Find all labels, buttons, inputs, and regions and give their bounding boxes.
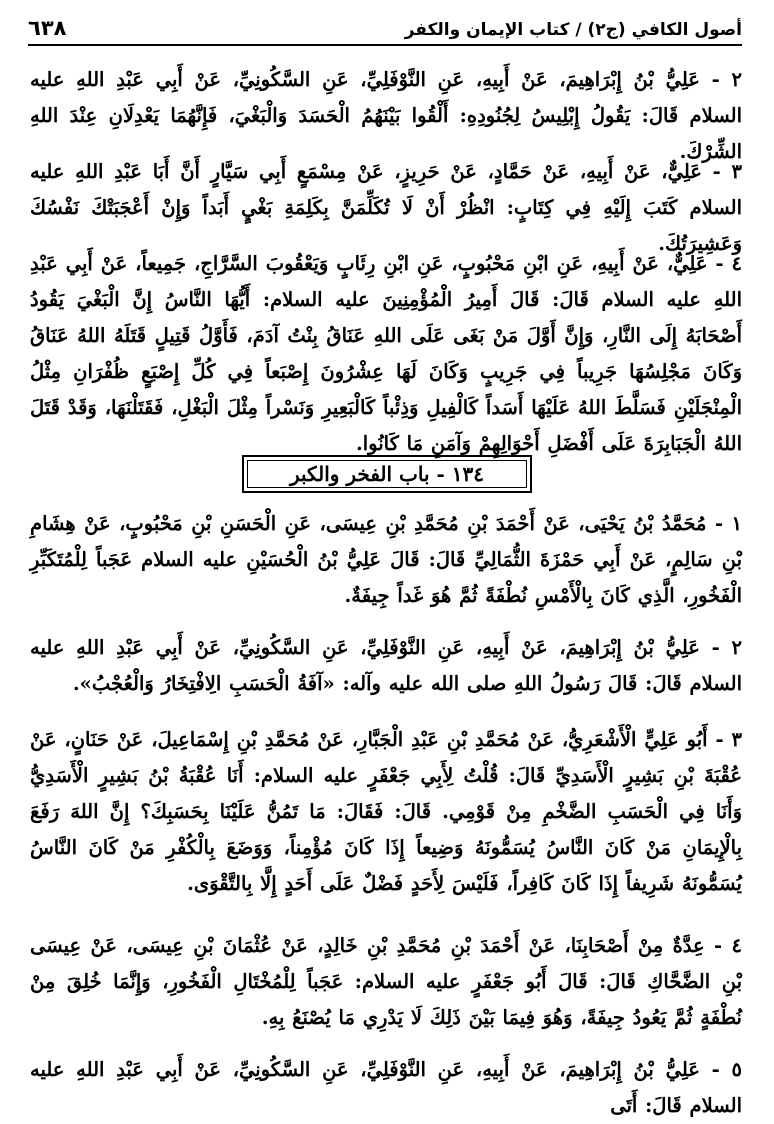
hadith-paragraph: ٢ - عَلِيُّ بْنُ إِبْرَاهِيمَ، عَنْ أَبِيهِ، عَنِ النَّوْفَلِيِّ، عَنِ السَّكُونِيِّ، عَنْ أَبِي عَبْدِ اللهِ عليه السلام قَالَ: قَالَ رَسُولُ اللهِ صلى الله عليه وآله: «آفَةُ الْحَسَبِ الِافْتِخَارُ وَالْعُجْبُ».	[30, 636, 742, 695]
hadith-paragraph: ٣ - عَلِيٌّ، عَنْ أَبِيهِ، عَنْ حَمَّادٍ، عَنْ حَرِيزٍ، عَنْ مِسْمَعٍ أَبِي سَيَّارٍ أَنَّ أَبَا عَبْدِ اللهِ عليه السلام كَتَبَ إِلَيْهِ فِي كِتَابٍ: انْظُرْ أَنْ لَا تُكَلِّمَنَّ بِكَلِمَةِ بَغْيٍ أَبَداً وَإِنْ أَعْجَبَتْكَ نَفْسُكَ وَعَشِيرَتُكَ.	[30, 160, 742, 255]
hadith-paragraph: ٤ - عِدَّةٌ مِنْ أَصْحَابِنَا، عَنْ أَحْمَدَ بْنِ مُحَمَّدِ بْنِ خَالِدٍ، عَنْ عُثْمَانَ بْنِ عِيسَى، عَنْ عِيسَى بْنِ الضَّحَّاكِ قَالَ: قَالَ أَبُو جَعْفَرٍ عليه السلام: عَجَباً لِلْمُخْتَالِ الْفَخُورِ، وَإِنَّمَا خُلِقَ مِنْ نُطْفَةٍ ثُمَّ يَعُودُ جِيفَةً، وَهُوَ فِيمَا بَيْنَ ذَلِكَ لَا يَدْرِي مَا يُصْنَعُ بِهِ.	[30, 934, 742, 1029]
hadith-paragraph: ٤ - عَلِيٌّ، عَنْ أَبِيهِ، عَنِ ابْنِ مَحْبُوبٍ، عَنِ ابْنِ رِئَابٍ وَيَعْقُوبَ السَّرَّاجِ، جَمِيعاً، عَنْ أَبِي عَبْدِ اللهِ عليه السلام قَالَ: قَالَ أَمِيرُ الْمُؤْمِنِينَ عليه السلام: أَيُّهَا النَّاسُ إِنَّ الْبَغْيَ يَقُودُ أَصْحَابَهُ إِلَى النَّارِ، وَإِنَّ أَوَّلَ مَنْ بَغَى عَلَى اللهِ عَنَاقُ بِنْتُ آدَمَ، فَأَوَّلُ قَتِيلٍ قَتَلَهُ اللهُ عَنَاقُ وَكَانَ مَجْلِسُهَا جَرِيباً فِي جَرِيبٍ وَكَانَ لَهَا عِشْرُونَ إِصْبَعاً فِي كُلِّ إِصْبَعٍ ظُفْرَانِ مِثْلُ الْمِنْجَلَيْنِ فَسَلَّطَ اللهُ عَلَيْهَا أَسَداً كَالْفِيلِ وَذِئْباً كَالْبَعِيرِ وَنَسْراً مِثْلَ الْبَغْلِ، فَقَتَلْنَهَا، وَقَدْ قَتَلَ اللهُ الْجَبَابِرَةَ عَلَى أَفْضَلِ أَحْوَالِهِمْ وَآمَنِ مَا كَانُوا.	[30, 252, 742, 455]
hadith-paragraph: ٢ - عَلِيُّ بْنُ إِبْرَاهِيمَ، عَنْ أَبِيهِ، عَنِ النَّوْفَلِيِّ، عَنِ السَّكُونِيِّ، عَنْ أَبِي عَبْدِ اللهِ عليه السلام قَالَ: يَقُولُ إِبْلِيسُ لِجُنُودِهِ: أَلْقُوا بَيْنَهُمُ الْحَسَدَ وَالْبَغْيَ، فَإِنَّهُمَا يَعْدِلَانِ عِنْدَ اللهِ الشِّرْكَ.	[30, 68, 742, 163]
hadith-paragraph: ٣ - أَبُو عَلِيٍّ الْأَشْعَرِيُّ، عَنْ مُحَمَّدِ بْنِ عَبْدِ الْجَبَّارِ، عَنْ مُحَمَّدِ بْنِ إِسْمَاعِيلَ، عَنْ حَنَانٍ، عَنْ عُقْبَةَ بْنِ بَشِيرٍ الْأَسَدِيِّ قَالَ: قُلْتُ لِأَبِي جَعْفَرٍ عليه السلام: أَنَا عُقْبَةُ بْنُ بَشِيرٍ الْأَسَدِيُّ وَأَنَا فِي الْحَسَبِ الضَّخْمِ مِنْ قَوْمِي. قَالَ: فَقَالَ: مَا تَمُنُّ عَلَيْنَا بِحَسَبِكَ؟ إِنَّ اللهَ رَفَعَ بِالْإِيمَانِ مَنْ كَانَ النَّاسُ يُسَمُّونَهُ وَضِيعاً إِذَا كَانَ مُؤْمِناً، وَوَضَعَ بِالْكُفْرِ مَنْ كَانَ النَّاسُ يُسَمُّونَهُ شَرِيفاً إِذَا كَانَ كَافِراً، فَلَيْسَ لِأَحَدٍ فَضْلٌ عَلَى أَحَدٍ إِلَّا بِالتَّقْوَى.	[30, 728, 742, 895]
book-title: أصول الكافي (ج٢) / كتاب الإيمان والكفر	[404, 20, 742, 40]
hadith-paragraph: ٥ - عَلِيُّ بْنُ إِبْرَاهِيمَ، عَنْ أَبِيهِ، عَنِ النَّوْفَلِيِّ، عَنِ السَّكُونِيِّ، عَنْ أَبِي عَبْدِ اللهِ عليه السلام قَالَ: أَتَى	[30, 1058, 742, 1117]
chapter-heading: ١٣٤ - باب الفخر والكبر	[289, 462, 484, 486]
page-number: ٦٣٨	[28, 16, 67, 40]
page-header	[28, 14, 742, 46]
chapter-heading-box	[242, 455, 532, 493]
hadith-paragraph: ١ - مُحَمَّدُ بْنُ يَحْيَى، عَنْ أَحْمَدَ بْنِ مُحَمَّدِ بْنِ عِيسَى، عَنِ الْحَسَنِ بْنِ مَحْبُوبٍ، عَنْ هِشَامِ بْنِ سَالِمٍ، عَنْ أَبِي حَمْزَةَ الثُّمَالِيِّ قَالَ: قَالَ عَلِيُّ بْنُ الْحُسَيْنِ عليه السلام عَجَباً لِلْمُتَكَبِّرِ الْفَخُورِ، الَّذِي كَانَ بِالْأَمْسِ نُطْفَةً ثُمَّ هُوَ غَداً جِيفَةٌ.	[30, 512, 742, 607]
